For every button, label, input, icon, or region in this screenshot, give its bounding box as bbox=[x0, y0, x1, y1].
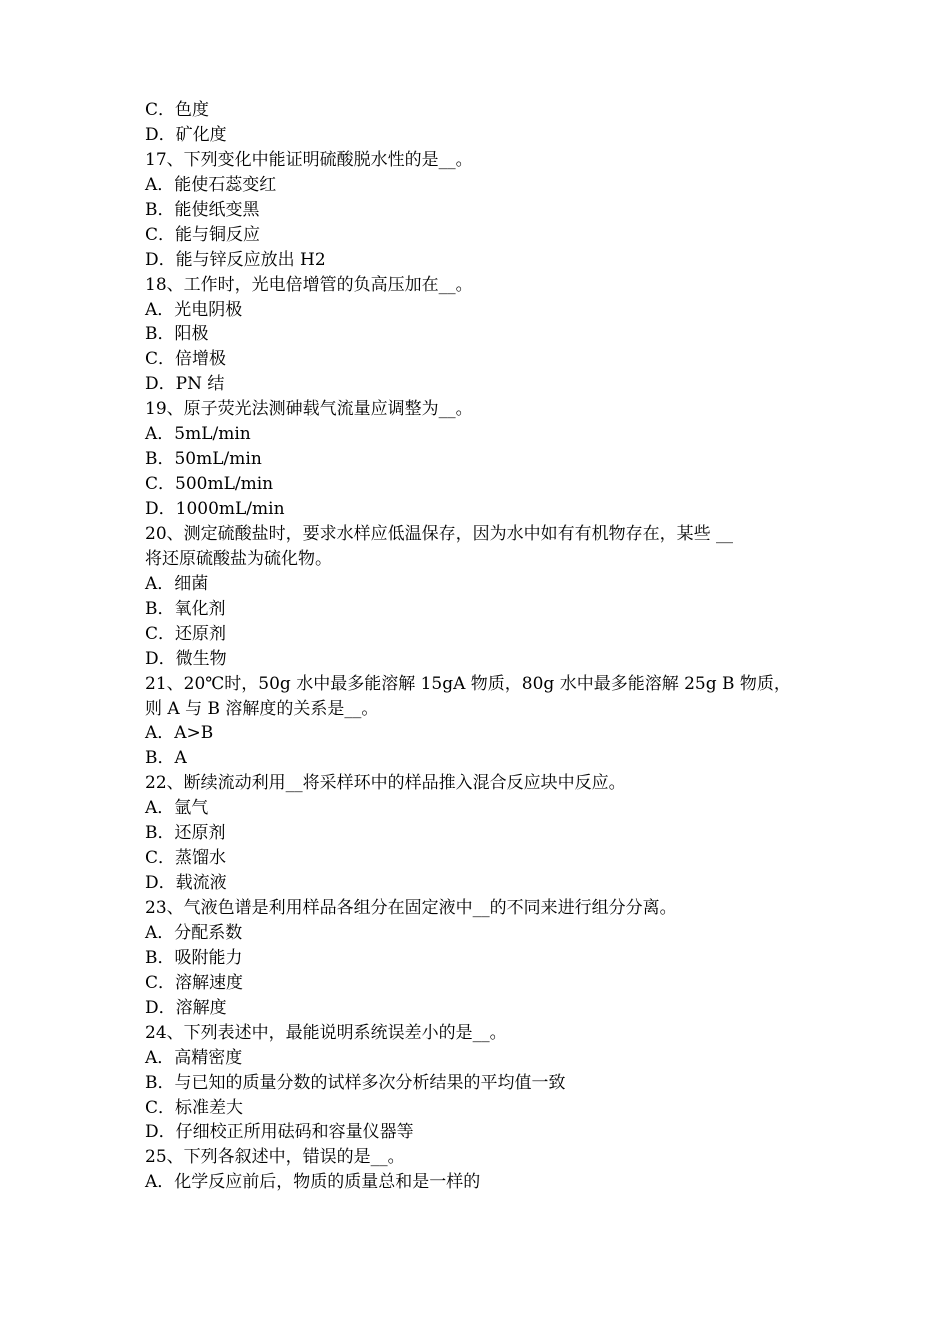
answer-option: D．PN 结 bbox=[145, 374, 225, 395]
question-stem: 23、气液色谱是利用样品各组分在固定液中__的不同来进行组分分离。 bbox=[145, 898, 677, 918]
answer-option: B．与已知的质量分数的试样多次分析结果的平均值一致 bbox=[145, 1072, 566, 1093]
answer-option: A．分配系数 bbox=[145, 922, 243, 943]
question-stem-continuation: 将还原硫酸盐为硫化物。 bbox=[145, 548, 332, 569]
question-stem: 20、测定硫酸盐时，要求水样应低温保存，因为水中如有有机物存在，某些 __ bbox=[145, 523, 734, 544]
answer-option: C．色度 bbox=[145, 100, 210, 120]
answer-option: D．微生物 bbox=[145, 648, 227, 669]
question-stem-continuation: 则 A 与 B 溶解度的关系是__。 bbox=[145, 698, 379, 719]
answer-option: B．氧化剂 bbox=[145, 598, 226, 619]
answer-option: A．化学反应前后，物质的质量总和是一样的 bbox=[145, 1172, 481, 1193]
answer-option: D．矿化度 bbox=[145, 124, 227, 145]
answer-option: C．还原剂 bbox=[145, 623, 227, 644]
answer-option: D．载流液 bbox=[145, 873, 227, 894]
question-stem: 25、下列各叙述中，错误的是__。 bbox=[145, 1147, 405, 1168]
answer-option: A．氩气 bbox=[145, 798, 209, 819]
question-stem: 17、下列变化中能证明硫酸脱水性的是__。 bbox=[145, 149, 473, 170]
answer-option: D．1000mL/min bbox=[145, 499, 285, 519]
answer-option: B．吸附能力 bbox=[145, 947, 243, 968]
answer-option: B．能使纸变黑 bbox=[145, 199, 260, 220]
question-stem: 19、原子荧光法测砷载气流量应调整为__。 bbox=[145, 399, 473, 420]
answer-option: C．溶解速度 bbox=[145, 972, 244, 993]
answer-option: B．阳极 bbox=[145, 324, 209, 345]
answer-option: A．能使石蕊变红 bbox=[145, 174, 277, 195]
answer-option: C．500mL/min bbox=[145, 474, 274, 495]
answer-option: C．倍增极 bbox=[145, 349, 227, 370]
answer-option: A．细菌 bbox=[145, 573, 209, 594]
question-list bbox=[145, 98, 815, 1195]
answer-option: B．50mL/min bbox=[145, 449, 262, 470]
answer-option: A．A>B bbox=[145, 723, 214, 744]
question-stem: 24、下列表述中，最能说明系统误差小的是__。 bbox=[145, 1022, 507, 1043]
question-stem: 18、工作时，光电倍增管的负高压加在__。 bbox=[145, 274, 473, 295]
answer-option: A．光电阴极 bbox=[145, 299, 243, 320]
answer-option: D．能与锌反应放出 H2 bbox=[145, 249, 326, 270]
answer-option: C．标准差大 bbox=[145, 1097, 244, 1118]
answer-option: B．还原剂 bbox=[145, 823, 226, 844]
answer-option: C．蒸馏水 bbox=[145, 848, 227, 869]
answer-option: D．仔细校正所用砝码和容量仪器等 bbox=[145, 1122, 414, 1143]
question-stem: 21、20℃时，50g 水中最多能溶解 15gA 物质，80g 水中最多能溶解 25g B 物质， bbox=[145, 673, 791, 694]
answer-option: A．高精密度 bbox=[145, 1047, 243, 1068]
answer-option: B．A bbox=[145, 748, 187, 769]
answer-option: D．溶解度 bbox=[145, 997, 227, 1018]
question-stem: 22、断续流动利用__将采样环中的样品推入混合反应块中反应。 bbox=[145, 773, 626, 794]
answer-option: C．能与铜反应 bbox=[145, 224, 261, 245]
answer-option: A．5mL/min bbox=[145, 424, 251, 445]
